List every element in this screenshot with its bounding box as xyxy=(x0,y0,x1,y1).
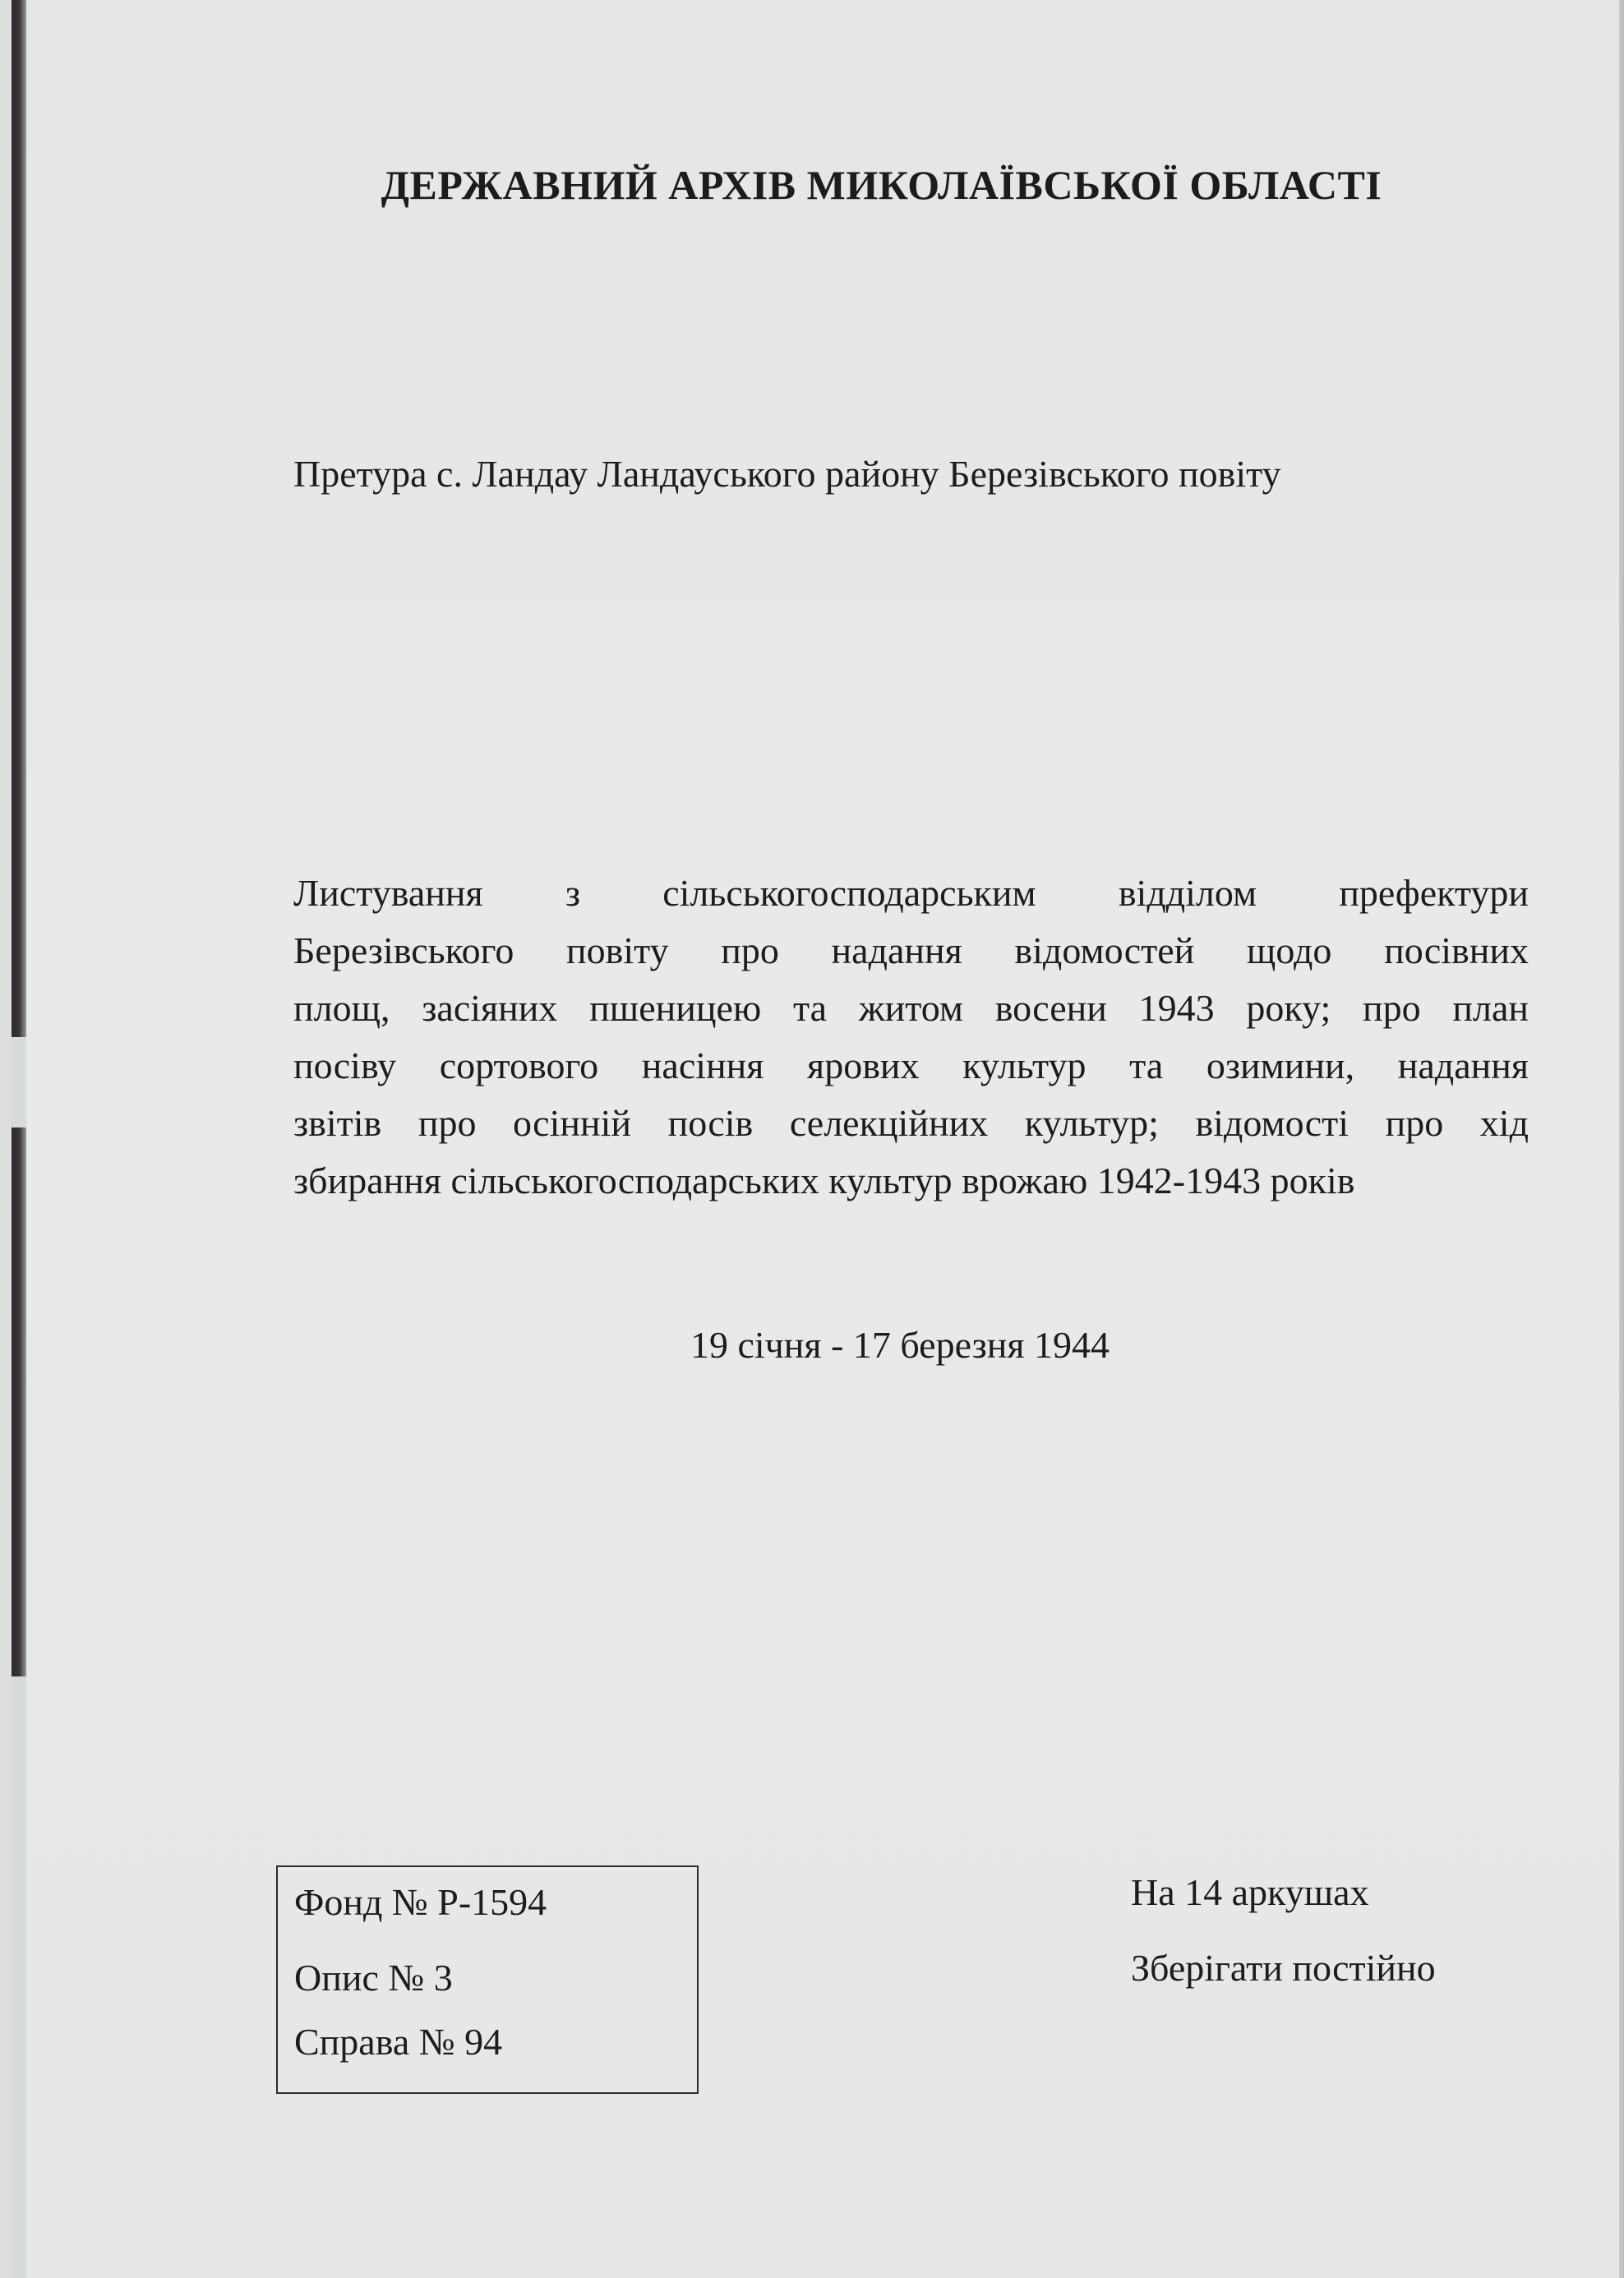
case-title xyxy=(293,865,1529,1210)
case-title-line: звітів про осінній посів селекційних культур; відомості про хід xyxy=(293,1102,1529,1144)
case-title-line: Березівського повіту про надання відомостей щодо посівних xyxy=(293,929,1529,971)
opys-number: Опис № 3 xyxy=(294,1957,453,1999)
fund-creator: Претура с. Ландау Ландауського району Березівського повіту xyxy=(293,453,1281,495)
sheet-count: На 14 аркушах xyxy=(1131,1871,1369,1913)
case-dates: 19 січня - 17 березня 1944 xyxy=(690,1324,1110,1366)
sprava-number: Справа № 94 xyxy=(294,2021,503,2063)
scan-edge-gap xyxy=(12,1037,26,1127)
scan-right-edge xyxy=(1619,0,1624,2278)
retention-period: Зберігати постійно xyxy=(1131,1947,1436,1989)
case-title-line: посіву сортового насіння ярових культур та озимини, надання xyxy=(293,1044,1529,1086)
archive-title: ДЕРЖАВНИЙ АРХІВ МИКОЛАЇВСЬКОЇ ОБЛАСТІ xyxy=(381,162,1382,208)
fond-number: Фонд № Р-1594 xyxy=(294,1881,547,1923)
reference-box xyxy=(276,1865,699,2094)
document-page xyxy=(12,0,1624,2278)
case-title-line: Листування з сільськогосподарським відділом префектури xyxy=(293,872,1529,914)
case-title-line: збирання сільськогосподарських культур врожаю 1942-1943 років xyxy=(293,1160,1355,1201)
scan-edge-gap xyxy=(12,1676,26,2278)
case-title-line: площ, засіяних пшеницею та житом восени 1943 року; про план xyxy=(293,987,1529,1029)
